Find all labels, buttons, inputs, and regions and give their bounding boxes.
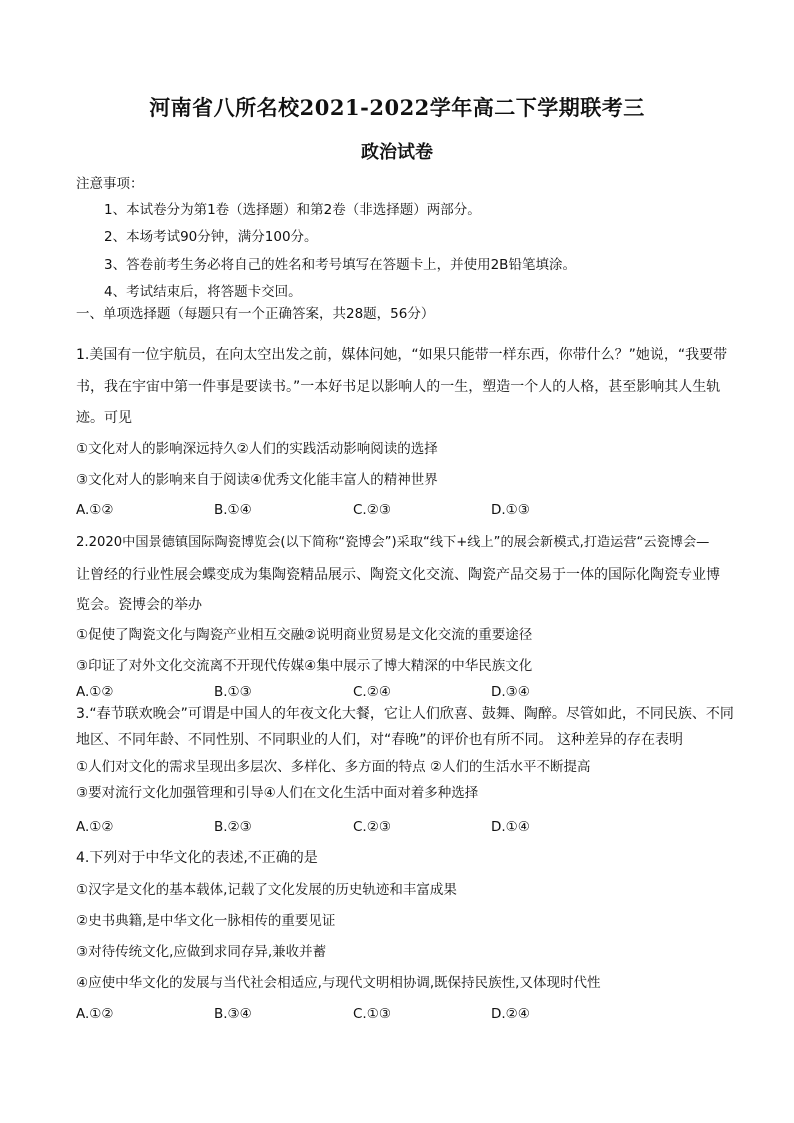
question-2-option-d[interactable]: D.③④ [491,684,530,700]
question-1-line: 1.美国有一位宇航员，在向太空出发之前，媒体问她，“如果只能带一样东西，你带什么？”她说，“我要带 [76,347,728,363]
question-3-statement: ①人们对文化的需求呈现出多层次、多样化、多方面的特点 ②人们的生活水平不断提高 [76,759,591,775]
question-1-option-c[interactable]: C.②③ [353,502,391,518]
question-3-option-a[interactable]: A.①② [76,819,114,835]
question-2-line: 览会。瓷博会的举办 [76,597,202,613]
question-4-statement: ①汉字是文化的基本载体,记载了文化发展的历史轨迹和丰富成果 [76,882,457,898]
notice-item: 2、本场考试90分钟，满分100分。 [104,229,318,245]
question-4-option-a[interactable]: A.①② [76,1006,114,1022]
question-3-option-d[interactable]: D.①④ [491,819,530,835]
question-3-line: 3.“春节联欢晚会”可谓是中国人的年夜文化大餐，它让人们欣喜、鼓舞、陶醉。尽管如此，不同民族、不同 [76,706,734,722]
question-2-option-a[interactable]: A.①② [76,684,114,700]
section-heading: 一、单项选择题（每题只有一个正确答案，共28题，56分） [76,306,435,322]
question-1-option-a[interactable]: A.①② [76,502,114,518]
question-2-statement: ③印证了对外文化交流离不开现代传媒④集中展示了博大精深的中华民族文化 [76,658,533,674]
question-1-line: 迹。可见 [76,410,132,426]
question-4-statement: ④应使中华文化的发展与当代社会相适应,与现代文明相协调,既保持民族性,又体现时代性 [76,975,601,991]
question-1-option-d[interactable]: D.①③ [491,502,530,518]
question-1-statement: ③文化对人的影响来自于阅读④优秀文化能丰富人的精神世界 [76,472,438,488]
question-4-option-c[interactable]: C.①③ [353,1006,391,1022]
question-3-statement: ③要对流行文化加强管理和引导④人们在文化生活中面对着多种选择 [76,785,479,801]
question-4-line: 4.下列对于中华文化的表述,不正确的是 [76,850,318,866]
question-2-option-c[interactable]: C.②④ [353,684,391,700]
page-subtitle: 政治试卷 [361,142,433,163]
notice-item: 3、答卷前考生务必将自己的姓名和考号填写在答题卡上，并使用2B铅笔填涂。 [104,257,576,273]
notice-item: 4、考试结束后，将答题卡交回。 [104,284,302,300]
question-1-option-b[interactable]: B.①④ [214,502,252,518]
notice-heading: 注意事项： [76,176,144,192]
question-4-statement: ②史书典籍,是中华文化一脉相传的重要见证 [76,913,336,929]
question-3-line: 地区、不同年龄、不同性别、不同职业的人们，对“春晚”的评价也有所不同。 这种差异的存在表明 [76,732,683,748]
question-2-option-b[interactable]: B.①③ [214,684,252,700]
notice-item: 1、本试卷分为第1卷（选择题）和第2卷（非选择题）两部分。 [104,202,481,218]
question-3-option-c[interactable]: C.②③ [353,819,391,835]
question-2-line: 让曾经的行业性展会蝶变成为集陶瓷精品展示、陶瓷文化交流、陶瓷产品交易于一体的国际化陶瓷专业博 [76,567,720,583]
question-2-statement: ①促使了陶瓷文化与陶瓷产业相互交融②说明商业贸易是文化交流的重要途径 [76,627,533,643]
question-4-option-b[interactable]: B.③④ [214,1006,252,1022]
question-1-line: 书，我在宇宙中第一件事是要读书。”一本好书足以影响人的一生，塑造一个人的人格，甚至影响其人生轨 [76,379,721,395]
question-3-option-b[interactable]: B.②③ [214,819,252,835]
question-2-line: 2.2020中国景德镇国际陶瓷博览会(以下简称“瓷博会”)采取“线下+线上”的展会新模式,打造运营“云瓷博会— [76,535,710,550]
page-title: 河南省八所名校2021-2022学年高二下学期联考三 [149,95,645,120]
question-4-option-d[interactable]: D.②④ [491,1006,530,1022]
question-4-statement: ③对待传统文化,应做到求同存异,兼收并蓄 [76,944,327,960]
question-1-statement: ①文化对人的影响深远持久②人们的实践活动影响阅读的选择 [76,441,438,457]
